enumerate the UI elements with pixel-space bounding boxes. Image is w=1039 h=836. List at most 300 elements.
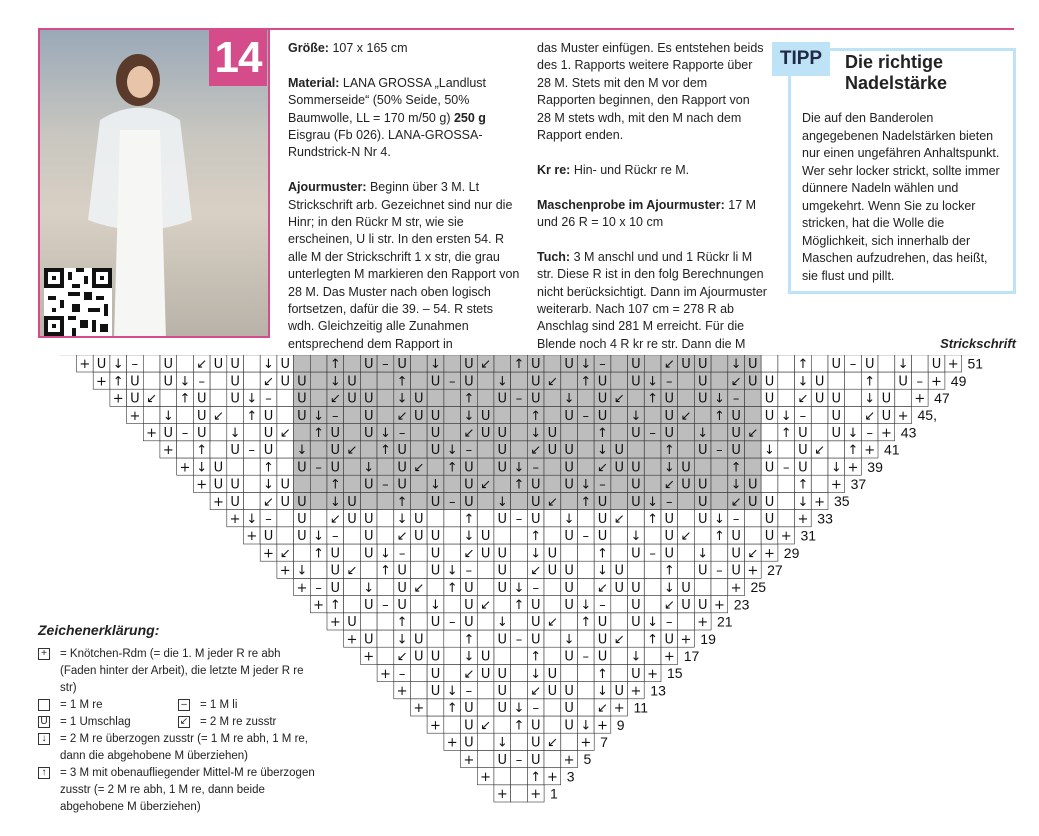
chart-symbol: U [464,460,474,476]
chart-symbol: U [330,563,341,579]
chart-symbol: ↓ [830,460,842,476]
chart-symbol: U [464,735,474,751]
chart-symbol: U [764,408,775,424]
chart-cell [310,441,327,458]
chart-symbol: U [814,374,825,390]
chart-symbol: ↙ [396,649,408,665]
chart-symbol: ↓ [296,563,308,579]
chart-symbol: ↑ [446,460,458,476]
chart-symbol: U [464,598,474,613]
chart-symbol: ↙ [146,391,158,407]
chart-symbol: U [631,666,641,682]
chart-cell [494,355,511,372]
chart-symbol: ↙ [463,666,475,682]
chart-symbol: – [666,374,673,390]
chart-cell [411,561,428,578]
chart-symbol: + [480,770,492,785]
chart-symbol: U [430,374,441,390]
chart-symbol: ↙ [597,580,608,596]
chart-cell [611,596,628,613]
chart-row-label: 39 [867,458,883,475]
chart-cell [344,458,361,475]
chart-cell [778,372,795,389]
chart-symbol: ↙ [530,684,542,699]
chart-cell [411,355,428,372]
chart-symbol: U [497,563,508,579]
chart-cell [244,372,261,389]
chart-symbol: U [748,477,758,493]
chart-symbol: U [597,512,608,527]
chart-symbol: ↙ [530,443,542,459]
chart-cell [811,458,828,475]
chart-symbol: U [130,374,140,390]
chart-symbol: ↑ [379,443,391,459]
chart-symbol: U [748,494,758,510]
chart-cell [377,510,394,527]
tip-title: Die richtige Nadelstärke [845,52,948,93]
legend [38,646,318,816]
chart-symbol: ↙ [480,718,492,734]
chart-symbol: ↑ [530,770,542,785]
chart-symbol: U [330,460,341,476]
chart-symbol: + [880,426,892,441]
chart-symbol: ↓ [663,460,675,476]
chart-cell [410,492,427,509]
chart-cell [377,647,394,664]
chart-symbol: U [230,391,240,407]
chart-symbol: U [547,546,558,562]
chart-cell [544,596,561,613]
chart-symbol: ↑ [797,357,809,373]
chart-symbol: U [631,357,641,373]
chart-symbol: ↓ [663,580,675,596]
chart-symbol: U [196,408,207,424]
chart-symbol: U [530,615,541,631]
chart-row [327,613,733,630]
legend-item-knit [38,697,178,714]
chart-cell [427,389,444,406]
chart-symbol: U [480,649,491,665]
chart-symbol: U [547,426,558,441]
chart-symbol: U [614,563,624,579]
chart-cell [344,596,361,613]
chart-cell [761,475,778,492]
chart-symbol: ↓ [530,546,542,562]
chart-symbol: – [582,649,590,665]
chart-symbol: ↙ [613,512,625,527]
chart-symbol: + [313,598,325,613]
chart-cell [494,596,511,613]
material-text-2: Eisgrau (Fb 026). LANA-GROSSA-Rundstrick-N Nr 4. [288,128,483,160]
chart-symbol: U [631,374,641,390]
chart-cell [912,355,929,372]
chart-symbol: ↓ [446,563,458,579]
chart-symbol: ↓ [713,512,725,527]
chart-cell [210,372,227,389]
chart-cell [344,544,361,561]
chart-symbol: + [413,701,425,717]
chart-symbol: ↙ [480,598,492,613]
chart-cell [344,527,361,544]
chart-symbol: U [564,580,574,596]
chart-symbol: U [430,408,441,424]
chart-symbol: – [849,357,857,373]
chart-cell [444,630,461,647]
chart-cell [410,596,427,613]
chart-cell [410,424,427,441]
chart-symbol: U [363,408,374,424]
chart-symbol: ↓ [647,615,659,631]
chart-symbol: – [315,460,322,476]
qr-code-icon [44,268,112,336]
chart-symbol: – [332,529,339,545]
chart-cell [411,475,428,492]
chart-symbol: ↙ [196,357,208,373]
chart-symbol: ↓ [513,460,525,476]
chart-symbol: U [530,357,541,373]
chart-symbol: U [297,512,307,527]
chart-symbol: + [947,357,959,373]
chart-symbol: – [448,615,456,631]
chart-symbol: U [347,615,357,631]
chart-symbol: – [265,512,272,527]
chart-symbol: ↑ [647,512,659,527]
chart-row-label: 29 [783,544,800,561]
chart-cell [143,355,160,372]
chart-symbol: U [263,408,274,424]
chart-symbol: U [564,460,574,476]
chart-cell [561,664,578,681]
chart-symbol: ↑ [713,529,725,545]
chart-row-label: 19 [700,630,716,647]
chart-cell [344,355,361,372]
chart-cell [694,458,711,475]
chart-cell [277,458,294,475]
chart-cell [544,510,561,527]
chart-symbol: ↑ [597,666,608,682]
chart-symbol: ↓ [864,391,876,407]
chart-symbol: ↑ [647,391,659,407]
chart-symbol: U [464,580,474,596]
chart-cell [644,578,661,595]
chart-symbol: U [480,426,491,441]
chart-cell [360,492,377,509]
chart-symbol: U [697,598,708,613]
chart-symbol: U [530,494,541,510]
chart-cell [644,561,661,578]
chart-symbol: U [631,598,641,613]
chart-cell [578,458,595,475]
chart-symbol: U [330,546,341,562]
chart-cell [561,492,578,509]
chart-symbol: – [398,426,406,441]
chart-cell [444,424,461,441]
chart-cell [845,406,862,423]
chart-symbol: U [597,408,608,424]
chart-cell [845,372,862,389]
chart-symbol: U [881,408,892,424]
chart-symbol: ↑ [530,649,542,665]
chart-symbol: U [163,357,174,373]
chart-cell [711,424,728,441]
chart-symbol: U [530,598,541,613]
chart-cell [678,492,695,509]
chart-symbol: ↓ [630,529,642,545]
chart-symbol: + [229,512,241,527]
chart-symbol: U [631,546,641,562]
chart-symbol: ↓ [363,580,375,596]
chart-cell [410,664,427,681]
chart-cell [511,406,528,423]
chart-symbol: ↓ [396,391,408,407]
chart-symbol: U [664,632,675,648]
chart-symbol: U [497,684,508,699]
chart-cell [644,647,661,664]
chart-symbol: U [263,443,274,459]
chart-symbol: U [681,598,691,613]
chart-symbol: U [597,615,608,631]
chart-cell [611,544,628,561]
chart-symbol: ↑ [530,529,542,545]
chart-cell [427,510,444,527]
chart-symbol: ↓ [630,649,642,665]
chart-symbol: U [564,357,574,373]
chart-cell [678,389,695,406]
chart-symbol: ↑ [647,632,659,648]
chart-row [277,561,783,578]
chart-symbol: ↑ [463,391,475,407]
chart-symbol: U [597,374,608,390]
chart-cell [444,544,461,561]
chart-symbol: U [631,460,641,476]
chart-cell [277,406,294,423]
chart-symbol: U [464,718,474,734]
chart-symbol: ↙ [263,374,274,390]
chart-symbol: U [597,649,608,665]
chart-symbol: U [363,477,374,493]
chart-symbol: ↓ [196,460,208,476]
chart-symbol: ↑ [663,443,675,459]
chart-symbol: U [731,546,741,562]
chart-cell [444,647,461,664]
chart-cell [360,372,377,389]
chart-symbol: ↙ [663,357,675,373]
chart-cell [344,406,361,423]
chart-symbol: – [716,563,723,579]
chart-cell [277,527,294,544]
chart-symbol: U [764,494,775,510]
chart-symbol: + [546,770,558,785]
chart-symbol: U [764,529,775,545]
chart-symbol: U [564,529,574,545]
chart-symbol: + [446,735,458,751]
chart-symbol: ↓ [496,374,508,390]
chart-cell [410,441,427,458]
chart-symbol: U [697,494,708,510]
legend-text: = 1 Umschlag [60,716,131,728]
chart-cell [444,527,461,544]
chart-symbol: U [363,546,374,562]
chart-cell [444,355,461,372]
chart-symbol: U [430,443,441,459]
chart-cell [494,527,511,544]
chart-cell [578,510,595,527]
chart-symbol: + [730,580,742,596]
legend-item-skp [38,731,318,765]
chart-symbol: U [414,391,424,407]
chart-symbol: U [614,460,624,476]
chart-symbol: U [664,391,675,407]
chart-cell [511,664,528,681]
legend-text: = 3 M mit obenaufliegender Mittel-M re überzogen zusstr (= 2 M re abh, 1 M re, dann beide abgehobene M überziehen) [60,767,315,813]
chart-symbol: – [649,426,656,441]
chart-symbol: – [916,374,924,390]
chart-symbol: U [564,701,574,717]
chart-symbol: + [931,374,942,390]
chart-symbol: U [430,546,441,562]
chart-cell [377,578,394,595]
chart-row [227,510,833,527]
chart-symbol: U [363,426,374,441]
chart-cell [511,441,528,458]
chart-cell [678,424,695,441]
chart-symbol: U [731,443,741,459]
chart-symbol: ↑ [580,374,592,390]
chart-cell [561,424,578,441]
chart-cell [344,424,361,441]
chart-symbol: U [564,718,574,734]
chart-symbol: U [397,580,407,596]
chart-symbol: U [297,408,307,424]
chart-row-label: 25 [750,579,767,596]
chart-symbol: U [230,494,240,510]
chart-symbol: ↙ [814,443,826,459]
chart-cell [511,372,528,389]
chart-cell [644,441,661,458]
chart-symbol: + [212,494,224,510]
chart-cell [511,424,528,441]
chart-cell [544,630,561,647]
chart-cell [578,664,595,681]
chart-cell [477,441,494,458]
chart-symbol: + [112,391,124,407]
krre-text: Hin- und Rückr re M. [573,162,690,177]
chart-symbol: U [363,529,374,545]
legend-title: Zeichenerklärung: [38,622,160,638]
chart-symbol: U [664,426,675,441]
chart-cell [411,544,428,561]
chart-symbol: U [764,512,775,527]
chart-symbol: ↑ [730,460,742,476]
chart-symbol: U [464,357,474,373]
chart-symbol: ↙ [212,408,224,424]
chart-symbol: ↓ [513,701,525,717]
chart-cell [511,733,528,750]
chart-cell [745,389,762,406]
chart-symbol: – [782,460,790,476]
chart-cell [360,613,377,630]
chart-symbol: ↑ [597,546,608,562]
chart-symbol: U [414,408,424,424]
chart-cell [578,424,595,441]
chart-cell [761,355,778,372]
chart-symbol: U [597,391,608,407]
chart-cell [477,682,494,699]
chart-symbol: + [897,408,909,424]
chart-symbol: U [564,684,574,699]
chart-cell [427,458,444,475]
chart-cell [511,527,528,544]
chart-cell [711,492,728,509]
chart-cell [477,389,494,406]
chart-symbol: – [181,426,189,441]
chart-symbol: + [747,563,759,579]
chart-cell [644,475,661,492]
chart-cell [811,475,828,492]
chart-symbol: + [764,546,775,562]
chart-symbol: U [564,649,574,665]
chart-cell [578,682,595,699]
knit-stitch-icon [38,699,50,711]
chart-symbol: – [582,529,590,545]
chart-cell [544,716,561,733]
chart-symbol: ↑ [396,615,408,631]
chart-cell [694,527,711,544]
chart-symbol: ↓ [263,357,274,373]
chart-symbol: ↓ [580,718,592,734]
chart-row-label: 15 [667,665,683,682]
chart-row-label: 47 [934,390,950,406]
chart-symbol: ↙ [730,374,742,390]
chart-symbol: + [129,408,141,424]
chart-cell [578,699,595,716]
chart-cell [711,372,728,389]
chart-row-label: 45, [917,407,937,424]
chart-symbol: ↙ [279,426,291,441]
chart-cell [494,406,511,423]
chart-cell [611,372,628,389]
chart-cell [578,389,595,406]
chart-cell [544,406,561,423]
chart-cell [377,389,394,406]
chart-symbol: ↑ [112,374,124,390]
chart-symbol: + [296,580,308,596]
chart-cell [310,372,327,389]
chart-symbol: U [363,632,374,648]
tuch-label: Tuch: [537,249,571,264]
chart-symbol: U [547,666,558,682]
chart-cell [628,441,645,458]
chart-symbol: U [731,408,741,424]
chart-symbol: U [430,684,441,699]
chart-cell [611,613,628,630]
chart-symbol: U [664,529,675,545]
chart-symbol: + [96,374,107,390]
chart-cell [277,441,294,458]
chart-symbol: ↑ [513,357,525,373]
chart-cell [611,664,628,681]
chart-symbol: + [830,477,842,493]
chart-cell [360,441,377,458]
chart-symbol: ↙ [663,477,675,493]
chart-symbol: U [414,649,424,665]
chart-cell [511,785,528,802]
chart-symbol: U [497,546,508,562]
chart-row [93,372,966,389]
ajour-label: Ajourmuster: [288,180,367,195]
chart-symbol: U [347,512,357,527]
chart-cell [611,355,628,372]
